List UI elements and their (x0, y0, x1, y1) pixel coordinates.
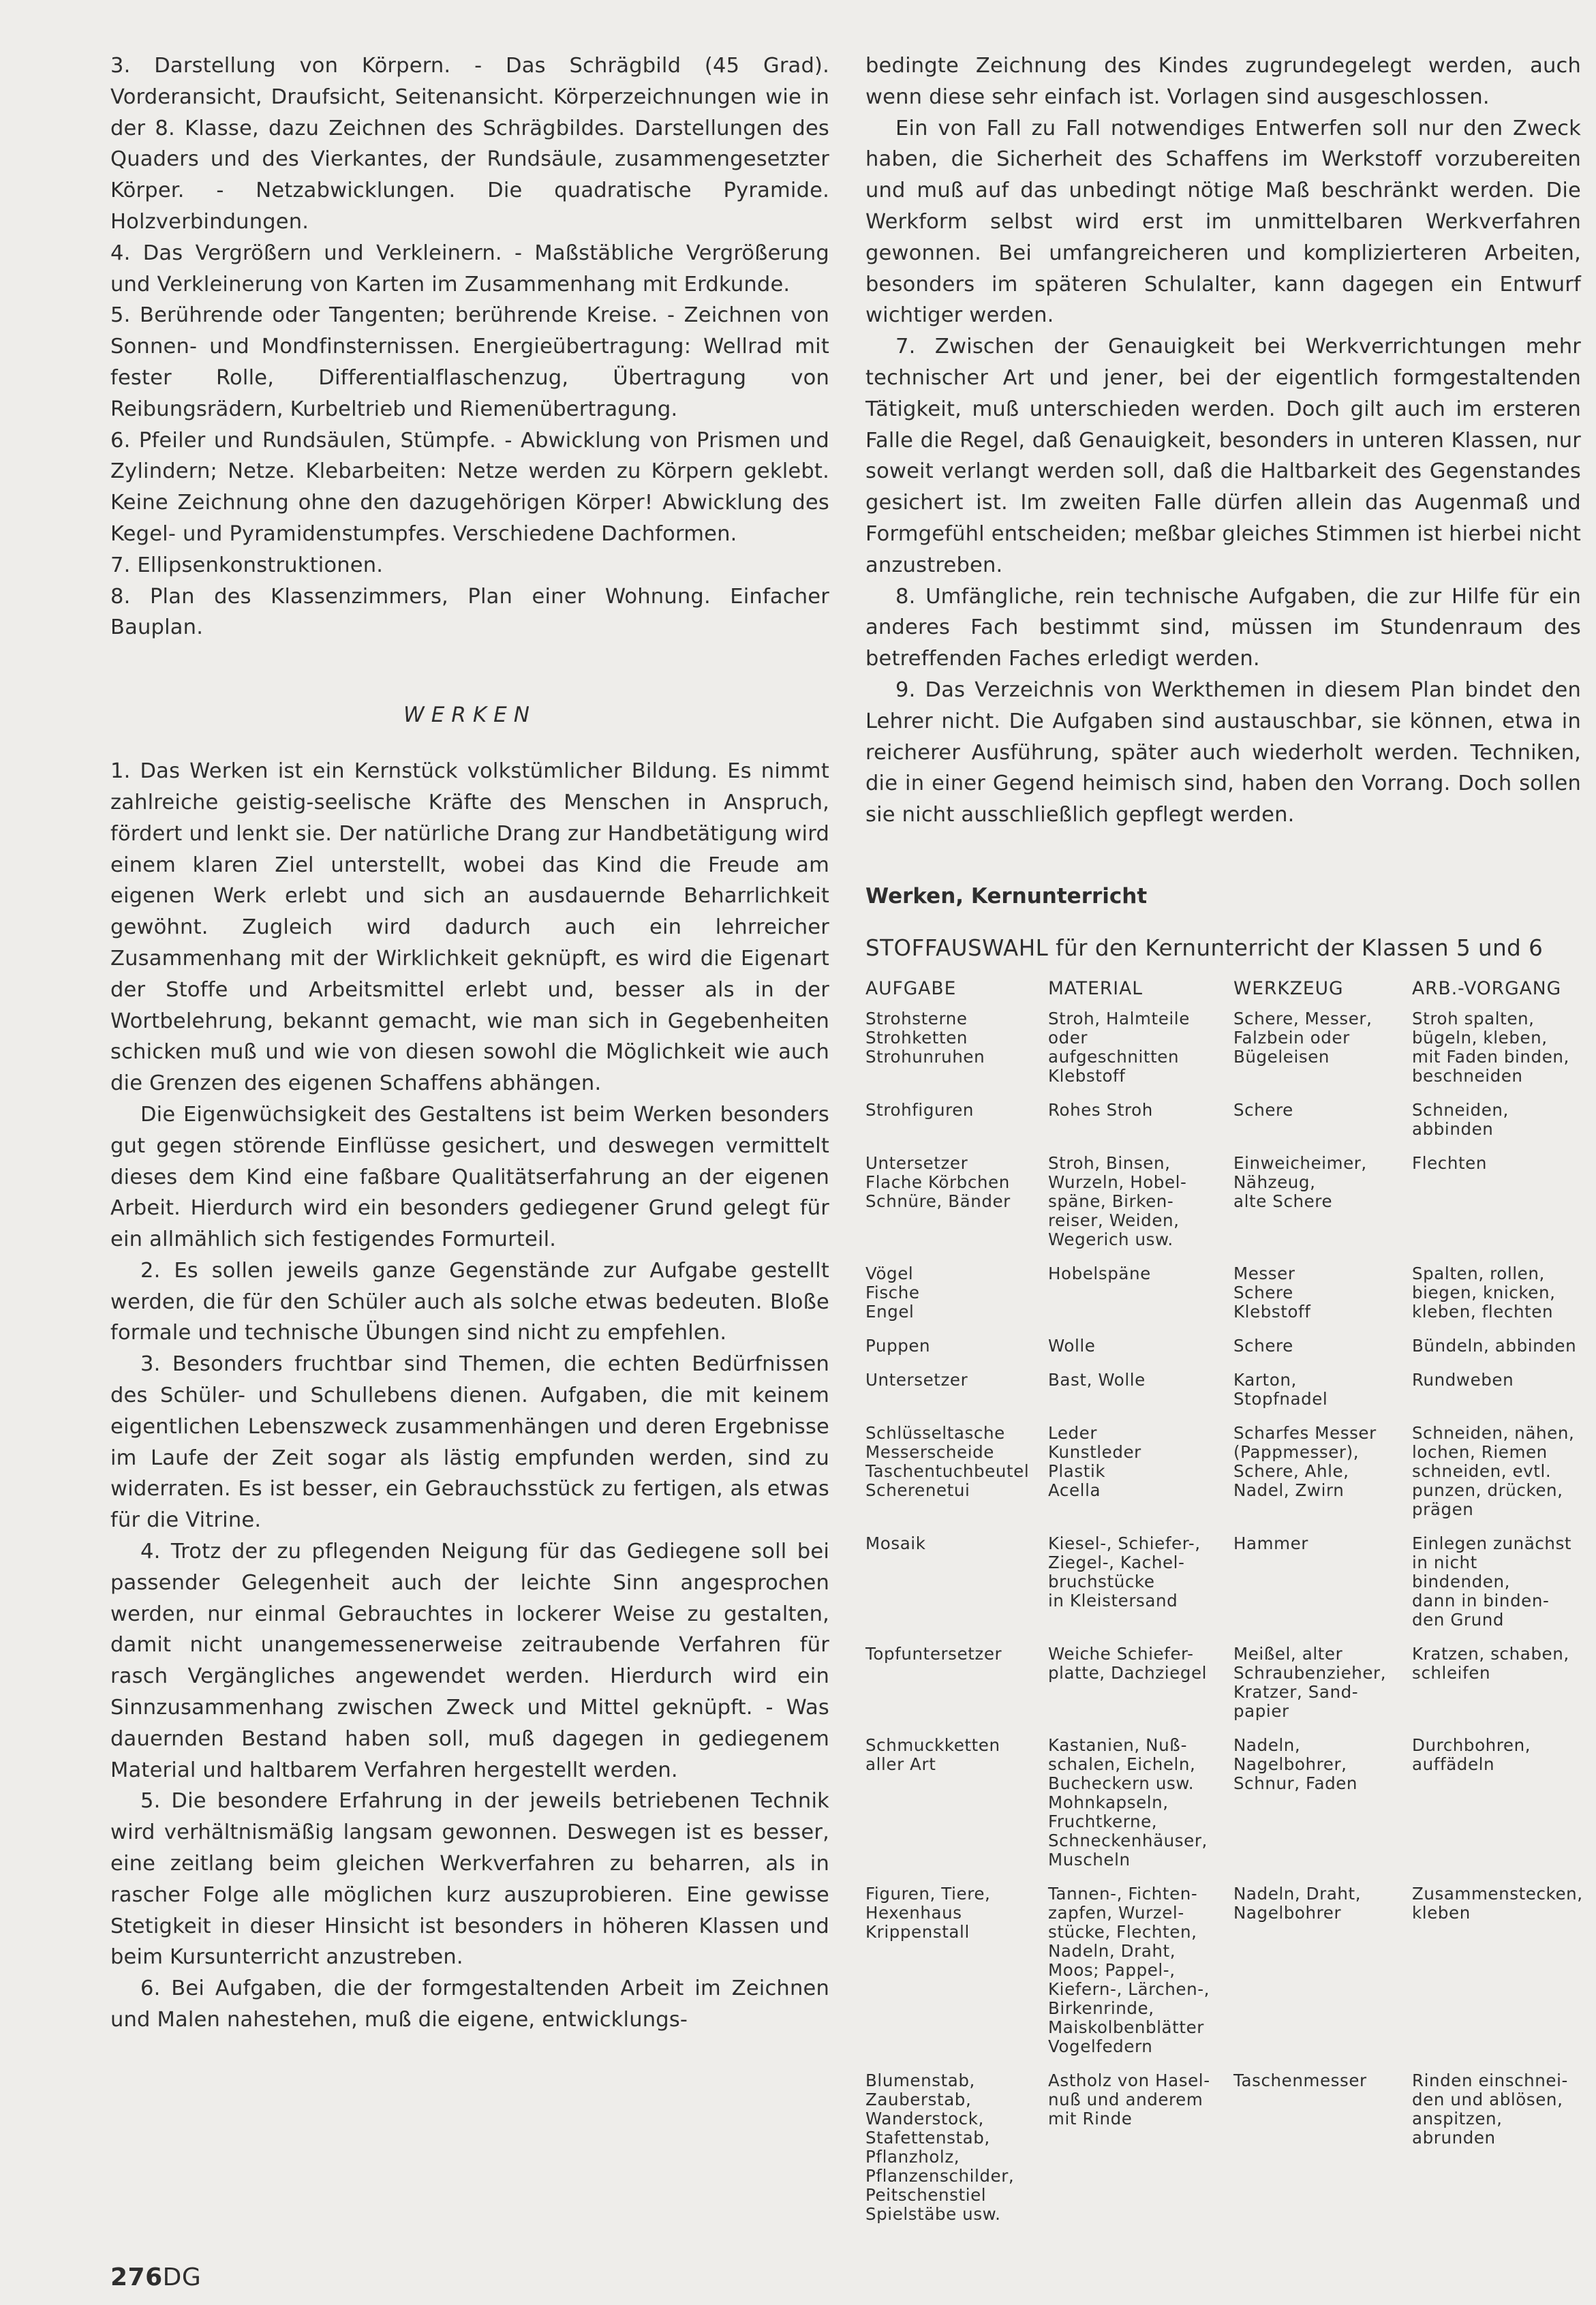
paragraph: 6. Pfeiler und Rundsäulen, Stümpfe. - Abwicklung von Prismen und Zylindern; Netze. Klebarbeiten: Netze werden zu Körpern geklebt. Keine Zeichnung ohne den dazugehörigen Körper! Abwicklung des Kegel- und Pyramidenstumpfes. Verschiedene Dachformen. (110, 428, 829, 546)
paragraph: 9. Das Verzeichnis von Werkthemen in diesem Plan bindet den Lehrer nicht. Die Aufgaben sind austauschbar, sie können, etwa in reicherer Ausführung, später auch wiederholt werden. Techniken, die in einer Gegend heimisch sind, haben den Vorrang. Doch sollen sie nicht ausschließlich gepflegt werden. (865, 677, 1581, 827)
vorgang-cell: Spalten, rollen, biegen, knicken, kleben, flechten (1412, 1263, 1556, 1322)
paragraph: 3. Darstellung von Körpern. - Das Schrägbild (45 Grad). Vorderansicht, Draufsicht, Seitenansicht. Körperzeichnungen wie in der 8. Klasse, dazu Zeichnen des Schrägbildes. Darstellungen des Quaders und des Vierkantes, der Rundsäule, zusammengesetzter Körper. - Netzabwicklungen. Die quadratische Pyramide. Holzverbindungen. (110, 54, 829, 234)
material-cell: Kastanien, Nuß- schalen, Eicheln, Bucheckern usw. Mohnkapseln, Fruchtkerne, Schneckenhäuser, Muscheln (1048, 1735, 1208, 1869)
paragraph: 6. Bei Aufgaben, die der formgestaltenden Arbeit im Zeichnen und Malen nahestehen, muß die eigene, entwicklungs- (110, 1976, 829, 2032)
table-row (865, 1101, 1581, 1154)
paragraph: 2. Es sollen jeweils ganze Gegenstände zur Aufgabe gestellt werden, die für den Schüler auch als solche etwas bedeuten. Bloße formale und technische Übungen sind nicht zu empfehlen. (110, 1258, 829, 1345)
table-header-row (865, 978, 1581, 1009)
aufgabe-cell: Topfuntersetzer (865, 1643, 1002, 1664)
footer-label: DG (162, 2263, 202, 2291)
werkzeug-cell: Karton, Stopfnadel (1233, 1369, 1328, 1409)
vorgang-cell: Flechten (1412, 1152, 1487, 1173)
table-title: STOFFAUSWAHL für den Kernunterricht der Klassen 5 und 6 (865, 934, 1544, 961)
table-row (865, 2071, 1581, 2239)
werkzeug-cell: Nadeln, Nagelbohrer, Schnur, Faden (1233, 1735, 1358, 1793)
material-cell: Bast, Wolle (1048, 1369, 1146, 1390)
table-row (865, 1264, 1581, 1337)
header-arb-vorgang: ARB.-VORGANG (1412, 977, 1562, 999)
paragraph: 4. Das Vergrößern und Verkleinern. - Maßstäbliche Vergrößerung und Verkleinerung von Karten im Zusammenhang mit Erdkunde. (110, 241, 829, 296)
material-cell: Astholz von Hasel- nuß und anderem mit Rinde (1048, 2070, 1210, 2128)
page-number: 276 (110, 2263, 163, 2291)
right-column (865, 50, 1581, 2239)
table-row (865, 1645, 1581, 1736)
aufgabe-cell: Figuren, Tiere, Hexenhaus Krippenstall (865, 1883, 991, 1942)
material-cell: Stroh, Binsen, Wurzeln, Hobel- späne, Birken- reiser, Weiden, Wegerich usw. (1048, 1152, 1187, 1249)
vorgang-cell: Einlegen zunächst in nicht bindenden, dann in binden- den Grund (1412, 1533, 1572, 1630)
vorgang-cell: Zusammenstecken, kleben (1412, 1883, 1583, 1923)
material-cell: Leder Kunstleder Plastik Acella (1048, 1422, 1141, 1500)
stoffauswahl-table (865, 978, 1581, 2239)
vorgang-cell: Rundweben (1412, 1369, 1514, 1390)
paragraph: 5. Berührende oder Tangenten; berührende Kreise. - Zeichnen von Sonnen- und Mondfinsternissen. Energieübertragung: Wellrad mit fester Rolle, Differentialflaschenzug, Übertragung von Reibungsrädern, Kurbeltrieb und Riemenübertragung. (110, 303, 829, 421)
material-cell: Stroh, Halmteile oder aufgeschnitten Klebstoff (1048, 1008, 1190, 1086)
vorgang-cell: Rinden einschnei- den und ablösen, anspitzen, abrunden (1412, 2070, 1568, 2148)
table-row (865, 1371, 1581, 1424)
aufgabe-cell: Untersetzer Flache Körbchen Schnüre, Bänder (865, 1152, 1011, 1211)
werkzeug-cell: Hammer (1233, 1533, 1308, 1553)
aufgabe-cell: Schlüsseltasche Messerscheide Taschentuchbeutel Scherenetui (865, 1422, 1030, 1500)
section-heading-werken: WERKEN (403, 703, 536, 728)
aufgabe-cell: Vögel Fische Engel (865, 1263, 920, 1322)
vorgang-cell: Schneiden, abbinden (1412, 1099, 1509, 1139)
table-row (865, 1337, 1581, 1371)
table-row (865, 1534, 1581, 1645)
paragraph: 8. Umfängliche, rein technische Aufgaben, die zur Hilfe für ein anderes Fach bestimmt sind, müssen im Stundenraum des betreffenden Faches erledigt werden. (865, 584, 1581, 671)
werkzeug-cell: Schere (1233, 1335, 1293, 1356)
werkzeug-cell: Einweicheimer, Nähzeug, alte Schere (1233, 1152, 1367, 1211)
paragraph: 4. Trotz der zu pflegenden Neigung für das Gediegene soll bei passender Gelegenheit auch der leichte Sinn angesprochen werden, nur einmal Gebrauchtes in lockerer Weise zu gestalten, damit nicht unangemessenerweise zeitraubende Verfahren für rasch Vergängliches angewendet werden. Hierdurch wird ein Sinnzusammenhang zwischen Zweck und Mittel geknüpft. - Was dauernden Bestand haben soll, muß dagegen in gediegenem Material und haltbarem Verfahren hergestellt werden. (110, 1540, 829, 1782)
paragraph: 7. Zwischen der Genauigkeit bei Werkverrichtungen mehr technischer Art und jener, bei der eigentlich formgestaltenden Tätigkeit, muß unterschieden werden. Doch gilt auch im ersteren Falle die Regel, daß Genauigkeit, besonders in unteren Klassen, nur soweit verlangt werden soll, daß die Haltbarkeit des Gegenstandes gesichert ist. Im zweiten Falle dürfen allein das Augenmaß und Formgefühl entscheiden; meßbar gleiches Stimmen ist hierbei nicht anzustreben. (865, 335, 1582, 577)
paragraph: Ein von Fall zu Fall notwendiges Entwerfen soll nur den Zweck haben, die Sicherheit des Schaffens im Werkstoff vorzubereiten und muß auf das unbedingt nötige Maß beschränkt werden. Die Werkform selbst wird erst im unmittelbaren Werkverfahren gewonnen. Bei umfangreicheren und komplizierteren Arbeiten, besonders im späteren Schulalter, kann dagegen ein Entwurf wichtiger werden. (865, 116, 1581, 328)
drawing-items (110, 50, 829, 643)
vorgang-cell: Kratzen, schaben, schleifen (1412, 1643, 1569, 1683)
paragraph: 7. Ellipsenkonstruktionen. (110, 553, 384, 577)
left-column (110, 50, 829, 2036)
table-row (865, 1009, 1581, 1101)
table-row (865, 1424, 1581, 1534)
paragraph: bedingte Zeichnung des Kindes zugrundegelegt werden, auch wenn diese sehr einfach ist. Vorlagen sind ausgeschlossen. (865, 54, 1581, 109)
werkzeug-cell: Schere (1233, 1099, 1293, 1120)
table-row (865, 1736, 1581, 1884)
aufgabe-cell: Schmuckketten aller Art (865, 1735, 1000, 1774)
paragraph: 3. Besonders fruchtbar sind Themen, die echten Bedürfnissen des Schüler- und Schullebens dienen. Aufgaben, die mit keinem eigentlichen Lebenszweck zusammenhängen und deren Ergebnisse im Laufe der Zeit sogar als lästig empfunden werden, sind zu widerraten. Es ist besser, ein Gebrauchsstück zu fertigen, als etwas für die Vitrine. (110, 1352, 829, 1533)
vorgang-cell: Stroh spalten, bügeln, kleben, mit Faden binden, beschneiden (1412, 1008, 1569, 1086)
werkzeug-cell: Scharfes Messer (Pappmesser), Schere, Ahle, Nadel, Zwirn (1233, 1422, 1377, 1500)
material-cell: Tannen-, Fichten- zapfen, Wurzel- stücke, Flechten, Nadeln, Draht, Moos; Pappel-, Kiefern-, Lärchen-, Birkenrinde, Maiskolbenblätter Vogelfedern (1048, 1883, 1210, 2056)
page-footer (110, 2264, 201, 2291)
aufgabe-cell: Strohsterne Strohketten Strohunruhen (865, 1008, 985, 1067)
aufgabe-cell: Untersetzer (865, 1369, 968, 1390)
werkzeug-cell: Messer Schere Klebstoff (1233, 1263, 1311, 1322)
werken-text (110, 756, 829, 2036)
werkzeug-cell: Nadeln, Draht, Nagelbohrer (1233, 1883, 1362, 1923)
material-cell: Hobelspäne (1048, 1263, 1151, 1283)
paragraph: 1. Das Werken ist ein Kernstück volkstümlicher Bildung. Es nimmt zahlreiche geistig-seelische Kräfte des Menschen in Anspruch, fördert und lenkt sie. Der natürliche Drang zur Handbetätigung wird einem klaren Ziel unterstellt, wobei das Kind die Freude am eigenen Werk erlebt und sich an ausdauernde Beharrlichkeit gewöhnt. Zugleich wird dadurch auch ein lehrreicher Zusammenhang mit der Wirklichkeit geknüpft, es wird die Eigenart der Stoffe und Arbeitsmittel erlebt und, besser als in der Wortbelehrung, bekannt gemacht, wie man sich in Gegebenheiten schicken muß und wie von diesen sowohl die Möglichkeit wie auch die Grenzen des eigenen Schaffens abhängen. (110, 759, 829, 1096)
paragraph: 8. Plan des Klassenzimmers, Plan einer Wohnung. Einfacher Bauplan. (110, 584, 829, 640)
material-cell: Wolle (1048, 1335, 1096, 1356)
header-material: MATERIAL (1048, 977, 1143, 999)
header-werkzeug: WERKZEUG (1233, 977, 1344, 999)
werkzeug-cell: Meißel, alter Schraubenzieher, Kratzer, Sand- papier (1233, 1643, 1387, 1721)
vorgang-cell: Bündeln, abbinden (1412, 1335, 1577, 1356)
aufgabe-cell: Puppen (865, 1335, 931, 1356)
paragraph: Die Eigenwüchsigkeit des Gestaltens ist beim Werken besonders gut gegen störende Einflüsse gesichert, und deswegen vermittelt dieses dem Kind eine faßbare Qualitätserfahrung an der eigenen Arbeit. Hierdurch wird ein besonders gediegener Grund gelegt für ein allmählich sich festigendes Formurteil. (110, 1102, 829, 1252)
werkzeug-cell: Schere, Messer, Falzbein oder Bügeleisen (1233, 1008, 1372, 1067)
aufgabe-cell: Mosaik (865, 1533, 926, 1553)
werkzeug-cell: Taschenmesser (1233, 2070, 1367, 2090)
vorgang-cell: Schneiden, nähen, lochen, Riemen schneiden, evtl. punzen, drücken, prägen (1412, 1422, 1575, 1519)
aufgabe-cell: Blumenstab, Zauberstab, Wanderstock, Stafettenstab, Pflanzholz, Pflanzenschilder, Peitschenstiel Spielstäbe usw. (865, 2070, 1015, 2224)
vorgang-cell: Durchbohren, auffädeln (1412, 1735, 1531, 1774)
material-cell: Weiche Schiefer- platte, Dachziegel (1048, 1643, 1208, 1683)
header-aufgabe: AUFGABE (865, 977, 957, 999)
aufgabe-cell: Strohfiguren (865, 1099, 975, 1120)
table-row (865, 1884, 1581, 2071)
material-cell: Rohes Stroh (1048, 1099, 1153, 1120)
table-row (865, 1154, 1581, 1264)
material-cell: Kiesel-, Schiefer-, Ziegel-, Kachel- bruchstücke in Kleistersand (1048, 1533, 1201, 1611)
paragraph: 5. Die besondere Erfahrung in der jeweils betriebenen Technik wird verhältnismäßig langsam gewonnen. Deswegen ist es besser, eine zeitlang beim gleichen Werkverfahren zu beharren, als in rascher Folge alle möglichen kurz auszuprobieren. Eine gewisse Stetigkeit in dieser Hinsicht ist besonders in höheren Klassen und beim Kursunterricht anzustreben. (110, 1789, 829, 1970)
subheading-kernunterricht: Werken, Kernunterricht (865, 883, 1148, 909)
